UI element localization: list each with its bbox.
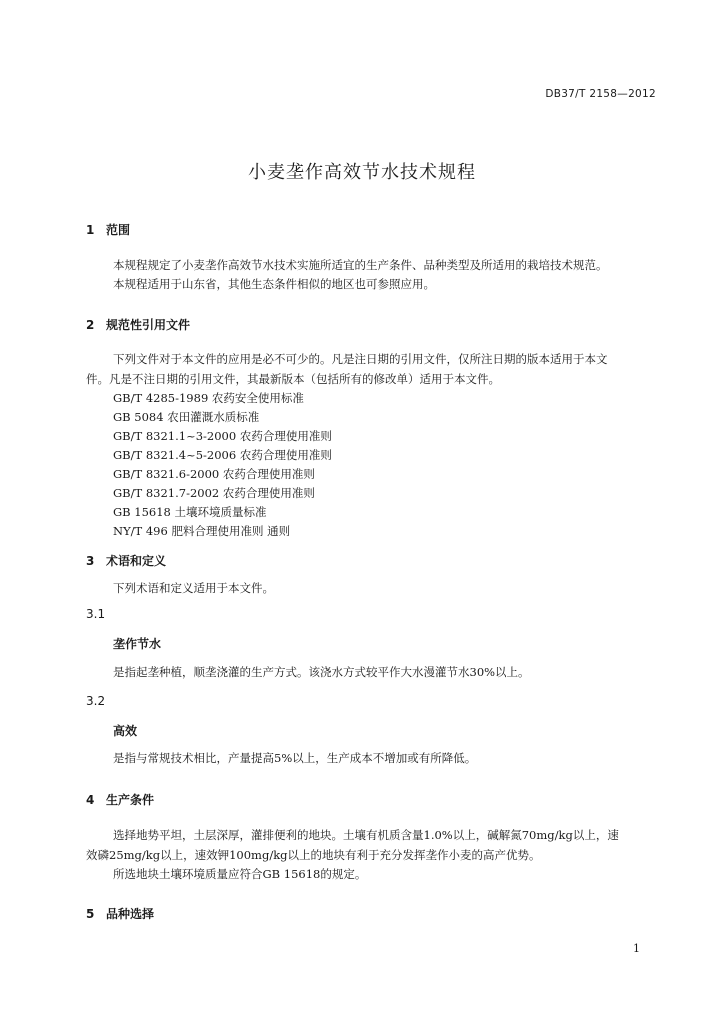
section-number: 5 [86,907,95,921]
reference-item: GB 5084 农田灌溉水质标准 [113,410,260,424]
page-number: 1 [633,942,640,955]
paragraph-line: 效磷25mg/kg以上，速效钾100mg/kg以上的地块有利于充分发挥垄作小麦的高产优势。 [86,848,541,862]
section-number: 4 [86,793,95,807]
term-number: 3.1 [86,607,106,621]
section-title: 品种选择 [106,907,155,921]
reference-item: GB/T 4285-1989 农药安全使用标准 [113,391,304,405]
reference-item: GB/T 8321.1~3-2000 农药合理使用准则 [113,429,332,443]
reference-item: GB/T 8321.7-2002 农药合理使用准则 [113,486,315,500]
section-1-heading [86,221,130,238]
section-number: 2 [86,318,95,332]
paragraph-line: 本规程适用于山东省，其他生态条件相似的地区也可参照应用。 [113,277,435,291]
paragraph-line: 所选地块土壤环境质量应符合GB 15618的规定。 [113,867,367,881]
section-3-heading [86,552,166,569]
paragraph-line: 下列文件对于本文件的应用是必不可少的。凡是注日期的引用文件，仅所注日期的版本适用于本文 [113,352,608,366]
paragraph-line: 本规程规定了小麦垄作高效节水技术实施所适宜的生产条件、品种类型及所适用的栽培技术规范。 [113,258,608,272]
reference-item: NY/T 496 肥料合理使用准则 通则 [113,524,291,538]
section-title: 范围 [106,223,131,237]
paragraph-line: 选择地势平坦，土层深厚，灌排便利的地块。土壤有机质含量1.0%以上，碱解氮70mg/kg以上，速 [113,828,619,842]
reference-item: GB/T 8321.4~5-2006 农药合理使用准则 [113,448,332,462]
page-title: 小麦垄作高效节水技术规程 [248,162,476,183]
doc-code: DB37/T 2158—2012 [545,88,656,100]
section-title: 规范性引用文件 [106,318,191,332]
section-title: 生产条件 [106,793,155,807]
reference-item: GB/T 8321.6-2000 农药合理使用准则 [113,467,315,481]
section-number: 3 [86,554,95,568]
paragraph-line: 件。凡是不注日期的引用文件，其最新版本（包括所有的修改单）适用于本文件。 [86,372,500,386]
term-title: 高效 [113,724,138,738]
paragraph-line: 下列术语和定义适用于本文件。 [113,581,274,595]
term-number: 3.2 [86,694,106,708]
term-definition: 是指起垄种植，顺垄浇灌的生产方式。该浇水方式较平作大水漫灌节水30%以上。 [113,665,530,679]
section-4-heading [86,791,154,808]
section-number: 1 [86,223,95,237]
section-title: 术语和定义 [106,554,167,568]
section-5-heading [86,905,154,922]
term-definition: 是指与常规技术相比，产量提高5%以上，生产成本不增加或有所降低。 [113,751,477,765]
term-title: 垄作节水 [113,637,162,651]
reference-item: GB 15618 土壤环境质量标准 [113,505,267,519]
section-2-heading [86,316,190,333]
